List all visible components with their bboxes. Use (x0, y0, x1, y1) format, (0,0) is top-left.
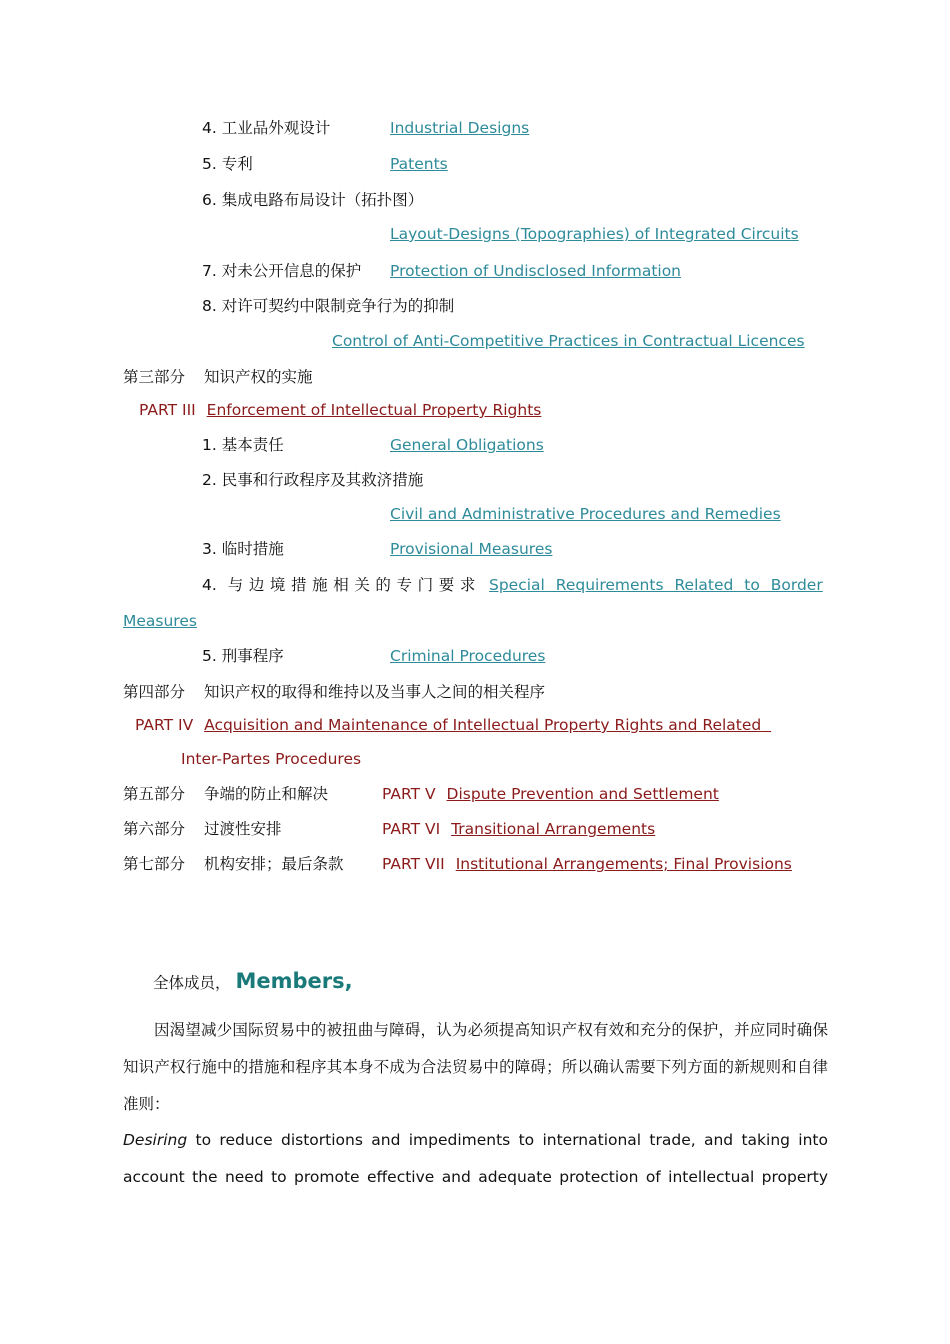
part-en-label: PART VII (382, 855, 445, 873)
item-zh-title: 对许可契约中限制竞争行为的抑制 (221, 297, 455, 315)
link-general-obligations[interactable]: General Obligations (390, 436, 544, 454)
item-zh-title: 临时措施 (221, 540, 284, 558)
link-border-measures[interactable]: Special Requirements Related to Border (489, 576, 823, 594)
item-number: 1. (202, 436, 217, 454)
toc-item-layout-designs (202, 190, 423, 210)
item-zh-title: 专利 (221, 155, 253, 173)
item-number: 5. (202, 647, 217, 665)
link-border-measures-cont[interactable]: Measures (123, 612, 197, 630)
part-en-label: PART VI (382, 820, 441, 838)
link-anti-competitive[interactable]: Control of Anti-Competitive Practices in Contractual Licences (332, 332, 805, 350)
toc-item-provisional-measures (202, 539, 284, 559)
item-zh-title: 集成电路布局设计（拓扑图） (221, 191, 424, 209)
part-zh-label: 第七部分 (123, 855, 186, 873)
members-zh: 全体成员， (153, 974, 231, 992)
item-number: 8. (202, 297, 217, 315)
part-zh-title: 机构安排；最后条款 (203, 855, 344, 873)
item-zh-title: 民事和行政程序及其救济措施 (221, 471, 424, 489)
preamble-en-italic: Desiring (123, 1131, 188, 1149)
preamble-en-rest: to reduce distortions and impediments to international trade, and taking into account the need to promote effective and adequate protection of intellectual property (123, 1131, 828, 1186)
part-en-label: PART IV (135, 716, 194, 734)
toc-item-civil-procedures (202, 470, 423, 490)
link-acquisition-trail[interactable] (761, 716, 771, 734)
link-provisional-measures[interactable]: Provisional Measures (390, 540, 553, 558)
link-civil-procedures[interactable]: Civil and Administrative Procedures and Remedies (390, 505, 781, 523)
toc-item-border-measures (202, 575, 481, 595)
part4-en-title-line2: Inter-Partes Procedures (181, 750, 362, 768)
item-number: 6. (202, 191, 217, 209)
toc-item-patents (202, 154, 253, 174)
part-zh-title: 过渡性安排 (203, 820, 282, 838)
link-patents[interactable]: Patents (390, 155, 448, 173)
item-number: 2. (202, 471, 217, 489)
item-number: 3. (202, 540, 217, 558)
part-zh-label: 第三部分 (123, 368, 186, 386)
toc-item-anti-competitive (202, 296, 454, 316)
toc-item-industrial-designs (202, 118, 330, 138)
members-heading (153, 968, 353, 996)
part6-en-heading (382, 819, 655, 839)
members-en: Members, (235, 969, 353, 993)
part-en-label: PART V (382, 785, 436, 803)
link-undisclosed-info[interactable]: Protection of Undisclosed Information (390, 262, 682, 280)
part6-zh-heading (123, 819, 281, 839)
item-number: 4. (202, 119, 217, 137)
part-zh-title: 争端的防止和解决 (203, 785, 328, 803)
part4-zh-heading (123, 682, 545, 702)
item-number: 5. (202, 155, 217, 173)
part-zh-title: 知识产权的实施 (203, 368, 313, 386)
link-criminal-procedures[interactable]: Criminal Procedures (390, 647, 546, 665)
part-zh-label: 第五部分 (123, 785, 186, 803)
toc-item-criminal-procedures (202, 646, 284, 666)
part4-en-heading (135, 715, 771, 735)
item-number: 7. (202, 262, 217, 280)
part5-zh-heading (123, 784, 328, 804)
item-zh-title: 刑事程序 (221, 647, 284, 665)
link-enforcement[interactable]: Enforcement of Intellectual Property Rights (206, 401, 542, 419)
link-transitional[interactable]: Transitional Arrangements (451, 820, 656, 838)
part3-zh-heading (123, 367, 312, 387)
item-zh-title: 与边境措施相关的专门要求 (227, 576, 481, 594)
link-acquisition[interactable]: Acquisition and Maintenance of Intellectual Property Rights and Related (204, 716, 762, 734)
toc-item-general-obligations (202, 435, 284, 455)
part5-en-heading (382, 784, 719, 804)
part7-en-heading (382, 854, 792, 874)
toc-item-undisclosed-info (202, 261, 361, 281)
preamble-zh-paragraph: 因渴望减少国际贸易中的被扭曲与障碍，认为必须提高知识产权有效和充分的保护，并应同时确保知识产权行施中的措施和程序其本身不成为合法贸易中的障碍；所以确认需要下列方面的新规则和自律准则： (123, 1021, 828, 1113)
link-industrial-designs[interactable]: Industrial Designs (390, 119, 530, 137)
part3-en-heading (139, 400, 541, 420)
link-institutional[interactable]: Institutional Arrangements; Final Provisions (455, 855, 792, 873)
item-number: 4. (202, 576, 217, 594)
item-zh-title: 对未公开信息的保护 (221, 262, 362, 280)
part7-zh-heading (123, 854, 343, 874)
item-zh-title: 工业品外观设计 (221, 119, 331, 137)
part-en-label: PART III (139, 401, 196, 419)
part-zh-label: 第六部分 (123, 820, 186, 838)
link-dispute-prevention[interactable]: Dispute Prevention and Settlement (446, 785, 719, 803)
preamble-en-paragraph (123, 1122, 828, 1196)
part-zh-label: 第四部分 (123, 683, 186, 701)
link-layout-designs[interactable]: Layout-Designs (Topographies) of Integrated Circuits (390, 225, 799, 243)
part-zh-title: 知识产权的取得和维持以及当事人之间的相关程序 (203, 683, 545, 701)
item-zh-title: 基本责任 (221, 436, 284, 454)
